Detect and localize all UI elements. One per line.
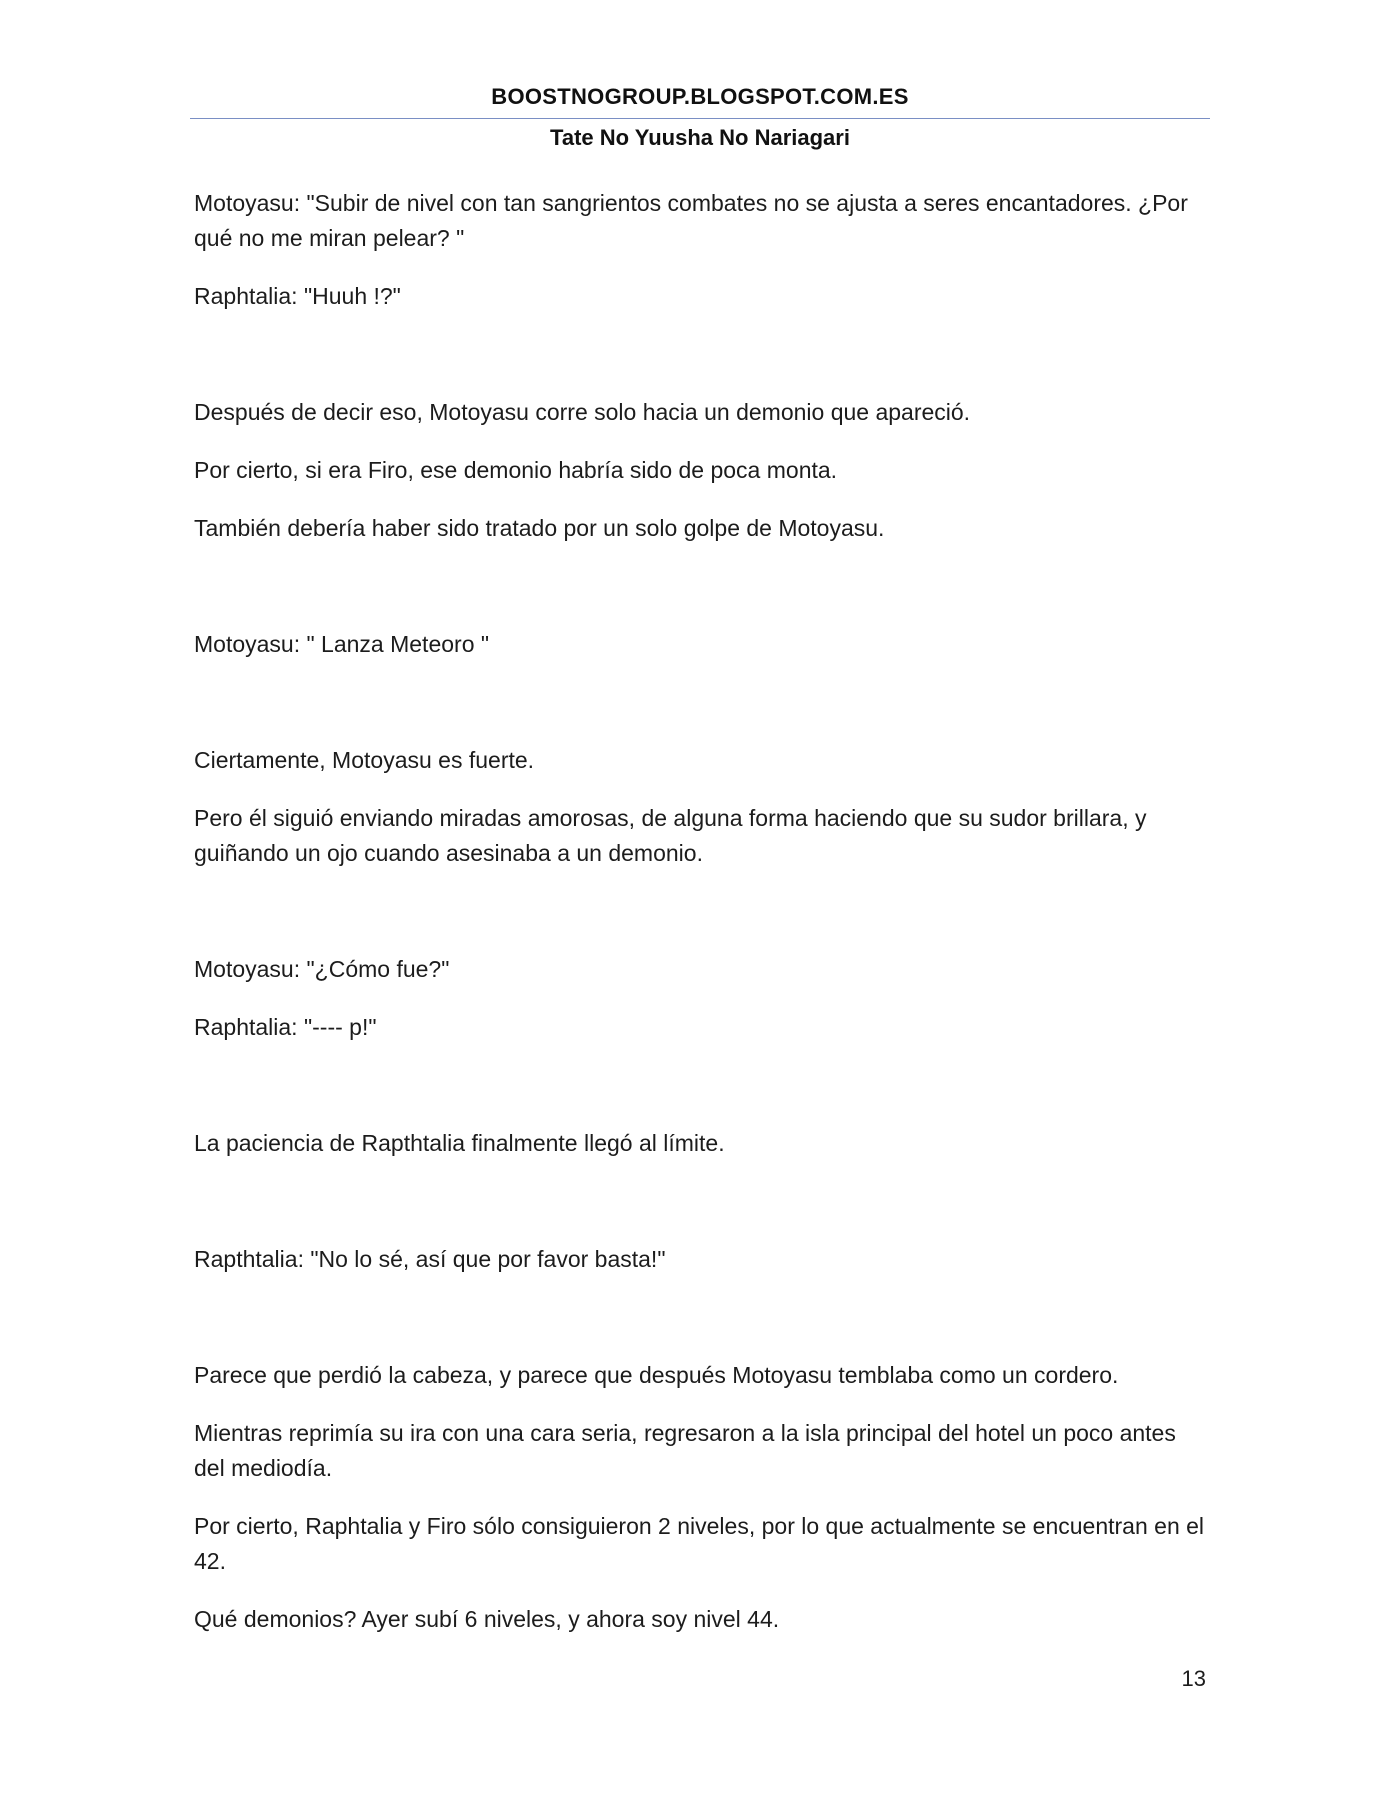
page-number: 13 xyxy=(1181,1666,1206,1691)
paragraph: Motoyasu: "Subir de nivel con tan sangrientos combates no se ajusta a seres encantadores. ¿Por qué no me miran pelear? " xyxy=(194,190,1188,251)
paragraph: También debería haber sido tratado por un solo golpe de Motoyasu. xyxy=(194,515,885,541)
paragraph: Qué demonios? Ayer subí 6 niveles, y ahora soy nivel 44. xyxy=(194,1606,780,1632)
paragraph: La paciencia de Rapthtalia finalmente llegó al límite. xyxy=(194,1130,725,1156)
paragraph: Después de decir eso, Motoyasu corre solo hacia un demonio que apareció. xyxy=(194,399,971,425)
paragraph: Raphtalia: "Huuh !?" xyxy=(194,283,401,309)
header-site: BOOSTNOGROUP.BLOGSPOT.COM.ES xyxy=(491,84,909,109)
paragraph: Rapthtalia: "No lo sé, así que por favor basta!" xyxy=(194,1246,666,1272)
paragraph: Parece que perdió la cabeza, y parece que después Motoyasu temblaba como un cordero. xyxy=(194,1362,1119,1388)
paragraph: Motoyasu: " Lanza Meteoro " xyxy=(194,631,490,657)
paragraph: Ciertamente, Motoyasu es fuerte. xyxy=(194,747,535,773)
paragraph: Pero él siguió enviando miradas amorosas, de alguna forma haciendo que su sudor brillara, y guiñando un ojo cuando asesinaba a un demonio. xyxy=(194,805,1147,866)
header-divider xyxy=(190,118,1210,119)
document-body xyxy=(194,186,1210,1637)
paragraph: Motoyasu: "¿Cómo fue?" xyxy=(194,956,450,982)
paragraph: Mientras reprimía su ira con una cara seria, regresaron a la isla principal del hotel un poco antes del mediodía. xyxy=(194,1420,1176,1481)
header-title: Tate No Yuusha No Nariagari xyxy=(550,125,850,150)
paragraph: Raphtalia: "---- p!" xyxy=(194,1014,377,1040)
paragraph: Por cierto, si era Firo, ese demonio habría sido de poca monta. xyxy=(194,457,838,483)
paragraph: Por cierto, Raphtalia y Firo sólo consiguieron 2 niveles, por lo que actualmente se encuentran en el 42. xyxy=(194,1513,1205,1574)
